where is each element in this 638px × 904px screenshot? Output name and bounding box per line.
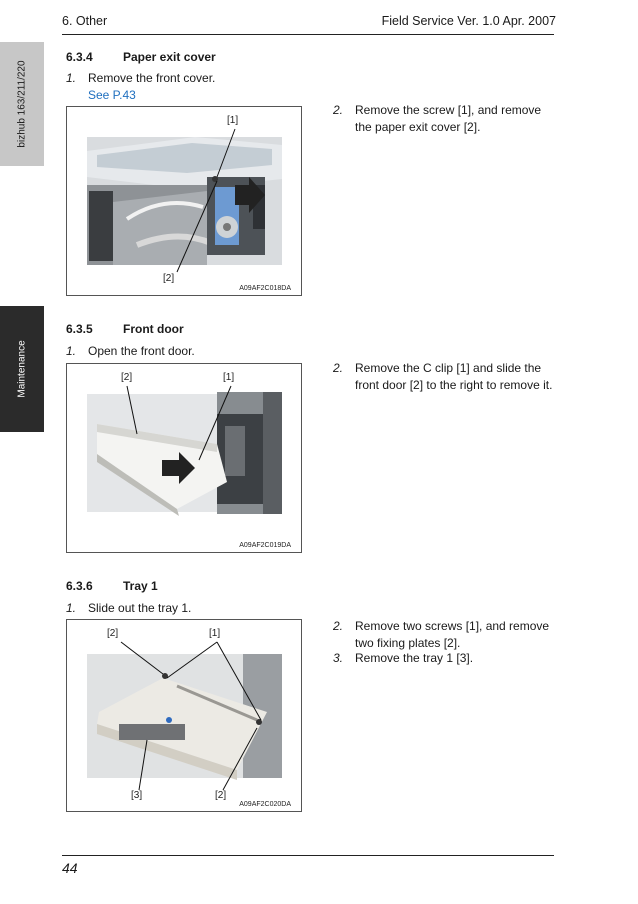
figure-paper-exit-cover xyxy=(66,106,302,296)
step-number: 2. xyxy=(333,361,344,375)
figure-callout: [2] xyxy=(163,273,175,284)
cross-reference-link[interactable]: See P.43 xyxy=(88,88,136,102)
procedure-step xyxy=(333,360,565,394)
step-number: 2. xyxy=(333,103,344,117)
step-text: Open the front door. xyxy=(88,344,195,358)
machine-photo xyxy=(67,107,303,297)
header-rule xyxy=(62,34,554,35)
chapter-side-tab xyxy=(0,306,44,432)
figure-code: A09AF2C019DA xyxy=(239,542,291,549)
machine-photo xyxy=(67,620,303,813)
figure-code: A09AF2C020DA xyxy=(239,801,291,808)
figure-tray-1 xyxy=(66,619,302,812)
step-number: 1. xyxy=(66,344,77,358)
section-number: 6.3.6 xyxy=(66,579,93,593)
step-text: Remove the tray 1 [3]. xyxy=(355,651,474,665)
figure-callout: [1] xyxy=(227,115,239,126)
figure-callout: [1] xyxy=(209,628,221,639)
section-title: Paper exit cover xyxy=(123,50,216,64)
procedure-step xyxy=(333,650,565,667)
procedure-step xyxy=(66,600,306,617)
step-text: Remove the C clip [1] and slide the front door [2] to the right to remove it. xyxy=(355,361,553,392)
running-header-chapter: 6. Other xyxy=(62,14,108,28)
section-number: 6.3.5 xyxy=(66,322,93,336)
chapter-side-tab-label: Maintenance xyxy=(16,340,28,398)
figure-front-door xyxy=(66,363,302,553)
step-number: 2. xyxy=(333,619,344,633)
figure-callout: [2] xyxy=(107,628,119,639)
step-number: 1. xyxy=(66,71,77,85)
procedure-step xyxy=(66,343,306,360)
step-text: Remove the front cover. xyxy=(88,71,216,85)
procedure-step xyxy=(333,618,565,652)
figure-callout: [1] xyxy=(223,372,235,383)
step-text: Slide out the tray 1. xyxy=(88,601,192,615)
model-side-tab-label: bizhub 163/211/220 xyxy=(16,60,28,148)
figure-callout: [3] xyxy=(131,790,143,801)
section-number: 6.3.4 xyxy=(66,50,93,64)
figure-code: A09AF2C018DA xyxy=(239,285,291,292)
model-side-tab xyxy=(0,42,44,166)
section-title: Front door xyxy=(123,322,184,336)
procedure-step xyxy=(66,70,306,104)
machine-photo xyxy=(67,364,303,554)
step-text: Remove the screw [1], and remove the paper exit cover [2]. xyxy=(355,103,542,134)
figure-callout: [2] xyxy=(121,372,133,383)
procedure-step xyxy=(333,102,558,136)
running-header-version: Field Service Ver. 1.0 Apr. 2007 xyxy=(381,14,556,28)
figure-callout: [2] xyxy=(215,790,227,801)
section-title: Tray 1 xyxy=(123,579,158,593)
step-number: 1. xyxy=(66,601,77,615)
footer-rule xyxy=(62,855,554,856)
step-number: 3. xyxy=(333,651,344,665)
page-number: 44 xyxy=(62,860,78,876)
step-text: Remove two screws [1], and remove two fixing plates [2]. xyxy=(355,619,550,650)
